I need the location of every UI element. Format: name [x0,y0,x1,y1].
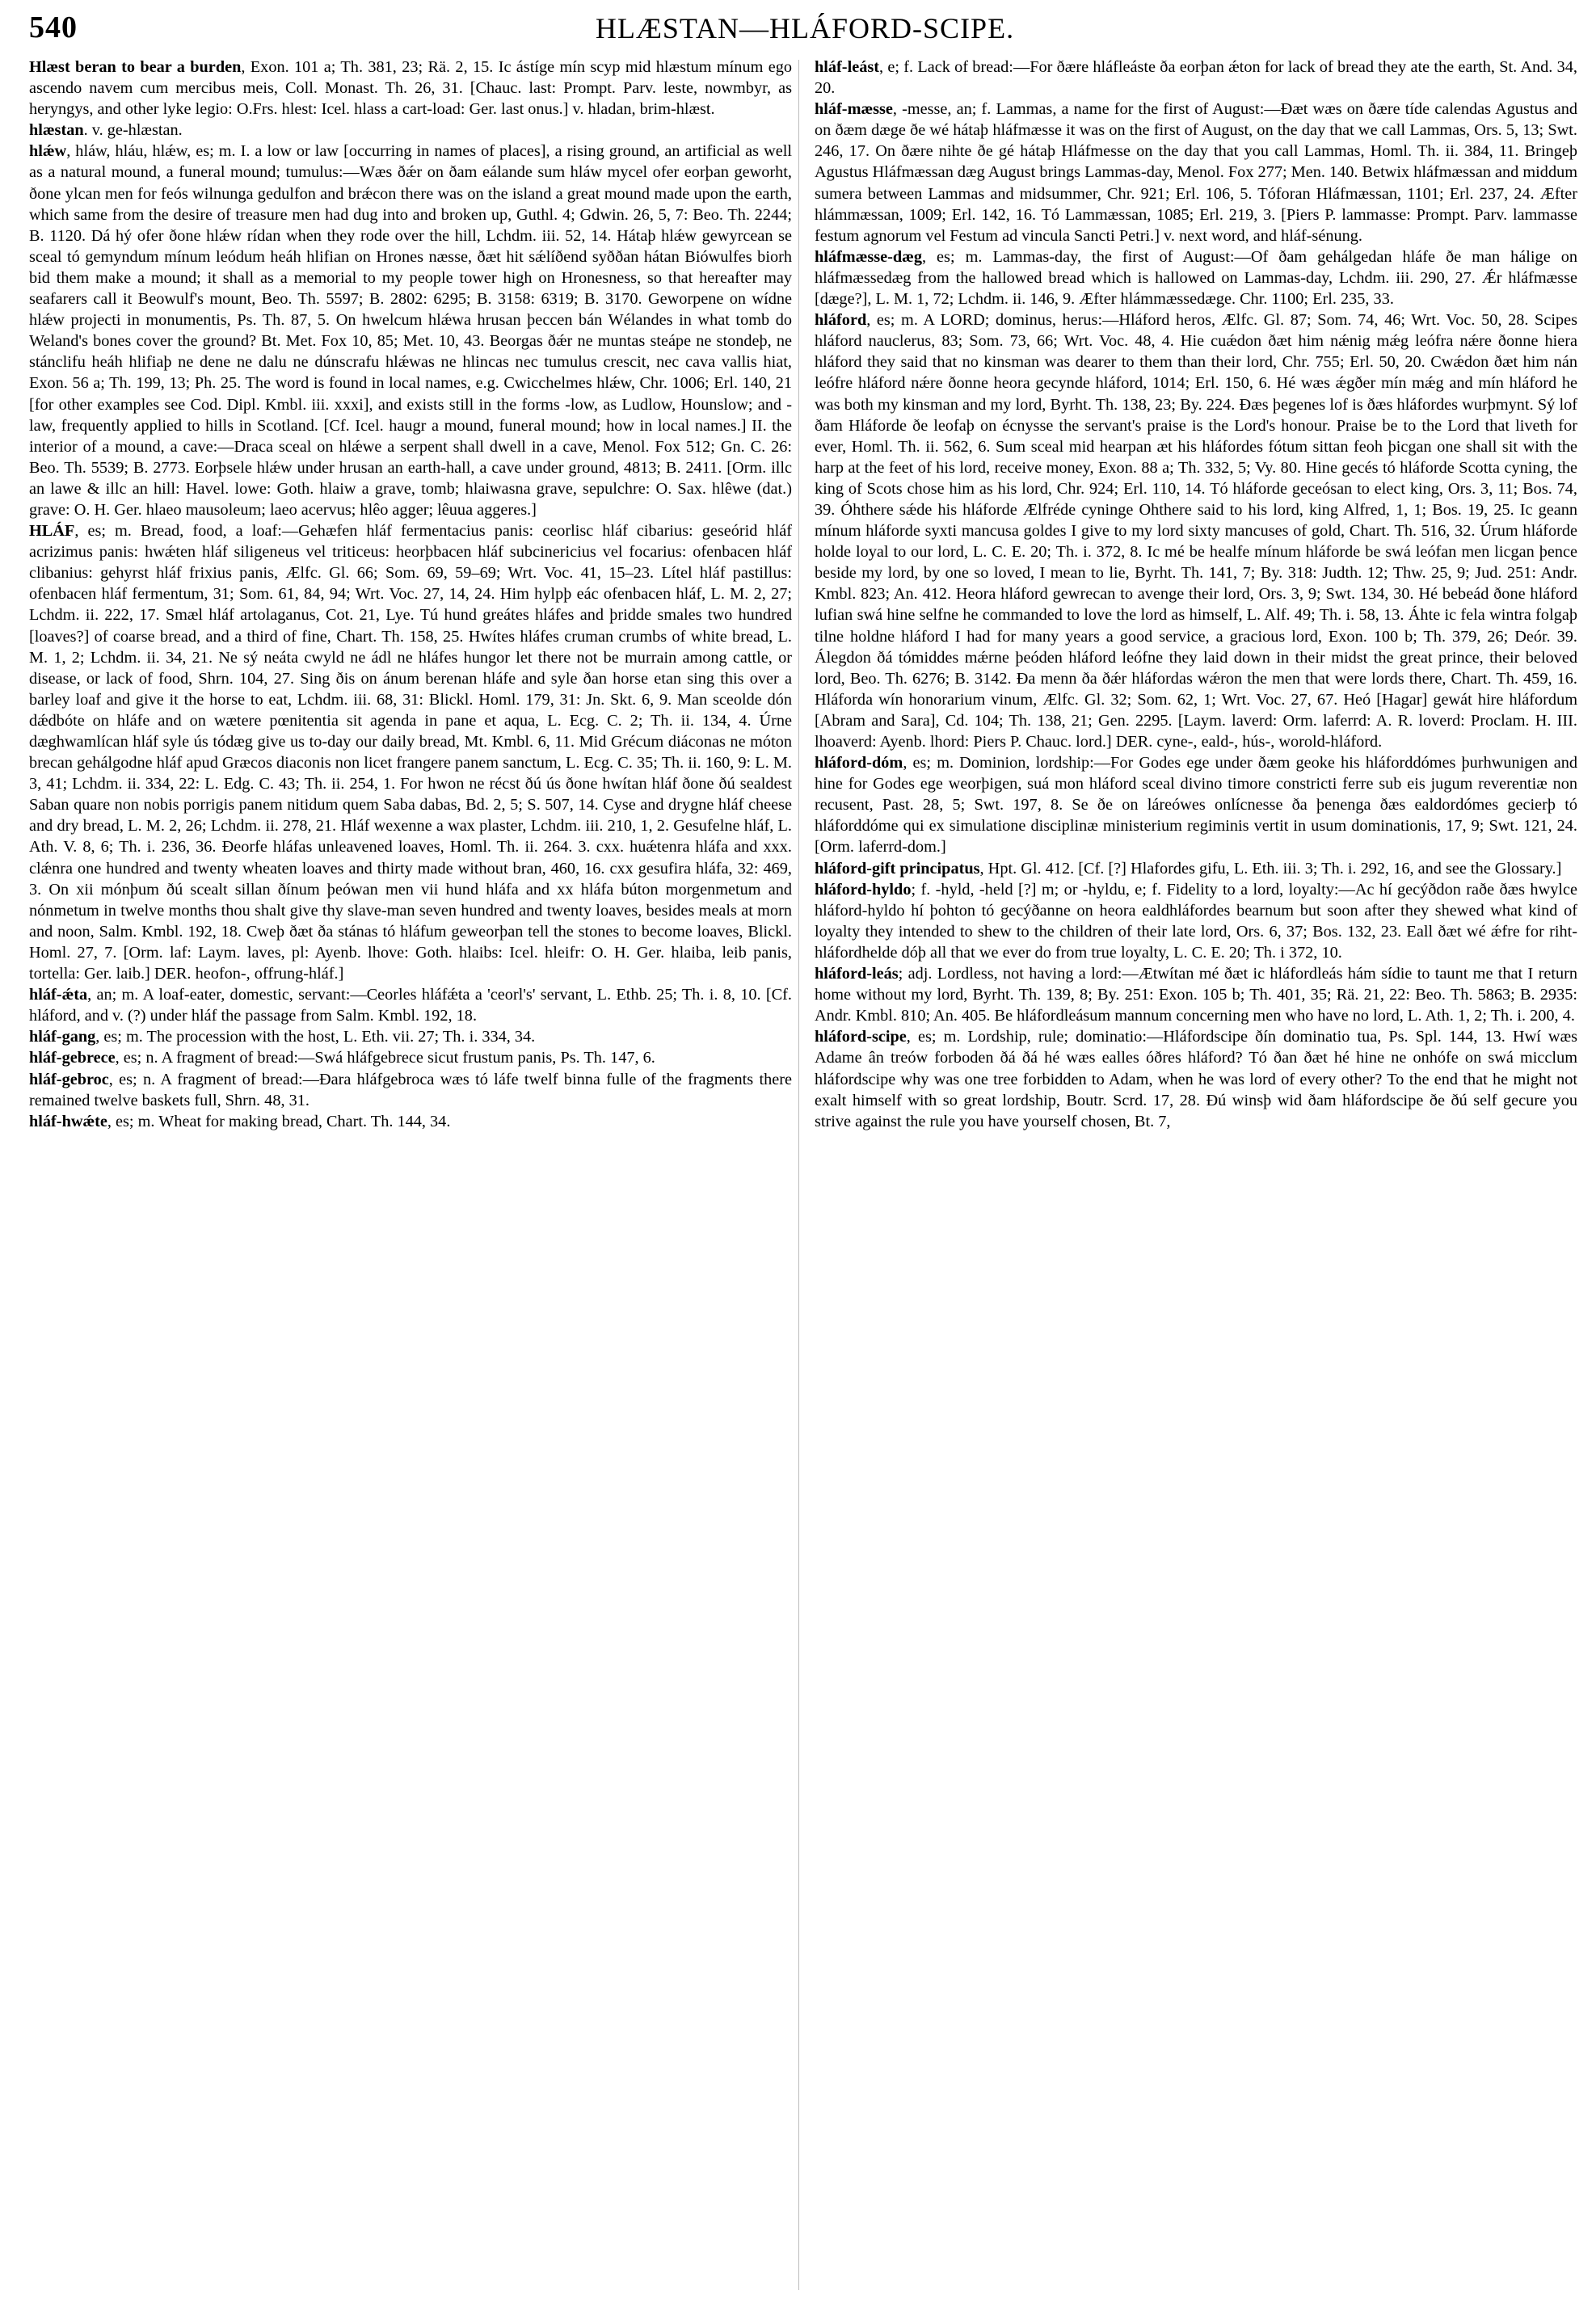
page-header [29,6,1581,48]
dictionary-entry: hláf-mæsse, -messe, an; f. Lammas, a name for the first of August:—Ðæt wæs on ðære tíde calendas Agustus and on ðæm dæge ðe wé hátaþ hláfmæsse it was on the first of August, on the day that we call Lammas, Ors. 5, 13; Swt. 246, 17. On ðære nihte ðe gé hátaþ Hláfmesse on the day that you call Lammas, Homl. Th. ii. 384, 11. Bringeþ Agustus Hláfmæssan dæg August brings Lammas-day, Menol. Fox 277; Men. 140. Betwix hláfmæssan and middum sumera between Lammas and midsummer, Chr. 921; Erl. 106, 5. Tóforan Hláfmæssan, 1101; Erl. 237, 24. Æfter hlámmæssan, 1009; Erl. 142, 16. Tó Lammæssan, 1085; Erl. 219, 3. [Piers P. lammasse: Prompt. Parv. lammasse festum agnorum vel Festum ad vincula Sancti Petri.] v. next word, and hláf-sénung. [815,100,1577,245]
dictionary-entry: Hlæst beran to bear a burden, Exon. 101 a; Th. 381, 23; Rä. 2, 15. Ic ástíge mín scyp mid hlæstum mínum ego ascendo navem cum mercibus meis, Coll. Monast. Th. 26, 31. [Chauc. last: Prompt. Parv. leste, nowmbyr, as heryngys, and other lyke legio: O.Frs. hlest: Icel. hlass a cart-load: Ger. last onus.] v. hladan, brim-hlæst. [29,58,792,119]
dictionary-entry: hláford-leás; adj. Lordless, not having a lord:—Ætwítan mé ðæt ic hláfordleás hám sídie to taunt me that I return home without my lord, Byrht. Th. 139, 8; By. 251: Exon. 105 b; Th. 401, 35; Rä. 21, 22: Beo. Th. 5863; B. 2935: Andr. Kmbl. 810; An. 405. Be hláfordleásum mannum concerning men who have no lord, L. Ath. 1, 2; Th. i. 200, 4. [815,965,1577,1025]
dictionary-entry: hláf-hwǽte, es; m. Wheat for making bread, Chart. Th. 144, 34. [29,1112,451,1130]
headword: hláf-gang [29,1028,96,1046]
dictionary-entry: HLÁF, es; m. Bread, food, a loaf:—Gehæfen hláf fermentacius panis: ceorlisc hláf cibarius: geseórid hláf acrizimus panis: hwǽten hláf siligeneus vel triticeus: heorþbacen hláf subcinericius vel focarius: ofenbacen hláf clibanius: gehyrst hláf frixius panis, Ælfc. Gl. 66; Som. 69, 59–69; Wrt. Voc. 41, 15–23. Lítel hláf pastillus: ofenbacen hláf fermentum, 31; Som. 61, 84, 94; Wrt. Voc. 27, 14, 24. Him hylpþ eác ofenbacen hláf, L. M. 2, 27; Lchdm. ii. 222, 17. Smæl hláf artolaganus, Cot. 21, Lye. Tú hund greátes hláfes and þridde smales two hundred [loaves?] of coarse bread, and a third of fine, Chart. Th. 158, 25. Hwítes hláfes cruman crumbs of white bread, L. M. 1, 2; Lchdm. ii. 34, 21. Ne sý neáta cwyld ne ádl ne hláfes hungor let there not be murrain among cattle, or disease, or lack of food, Shrn. 104, 27. Sing ðis on ánum berenan hláfe and syle ðan horse etan sing this over a barley loaf and give it the horse to eat, Lchdm. iii. 68, 31: Blickl. Homl. 179, 31: Jn. Skt. 6, 9. Man sceolde dón dǽdbóte on hláfe and on wætere pœnitentia sit agenda in pane et aqua, L. Ecg. C. 2; Th. ii. 134, 4. Úrne dæghwamlícan hláf syle ús tódæg give us to-day our daily bread, Mt. Kmbl. 6, 11. Mid Grécum diáconas ne móton brecan gehálgodne hláf apud Græcos diaconis non licet frangere panem sanctum, L. Ecg. C. 35; Th. ii. 160, 9: L. M. 3, 41; Lchdm. ii. 334, 22: L. Edg. C. 43; Th. ii. 254, 1. For hwon ne récst ðú ús ðone hwítan hláf ðone ðú sealdest Saban quare non nobis porrigis panem nitidum quem Saba dabas, Bd. 2, 5; S. 507, 14. Cyse and drygne hláf cheese and dry bread, L. M. 2, 26; Lchdm. ii. 278, 21. Hláf wexenne a wax plaster, Lchdm. iii. 210, 1, 2. Gesufelne hláf, L. Ath. V. 8, 6; Th. i. 236, 36. Ðeorfe hláfas unleavened loaves, Homl. Th. ii. 264. 3. cxx. huǽtenra hláfa and xxx. clǽnra one hundred and twenty wheaten loaves and thirty made without bran, 460, 16. cxx gesufira hláfa, 32: 469, 3. On xii mónþum ðú scealt sillan ðínum þeówan men vii hund hláfa and xx hláfa búton morgenmetum and nónmetum in twelve months thou shalt give thy slave-man seven hundred and twenty loaves, besides meals at morn and noon, Salm. Kmbl. 192, 18. Cweþ ðæt ða stánas tó hláfum geweorþan tell the stones to become loaves, Blickl. Homl. 27, 7. [Orm. laf: Laym. laves, pl: Ayenb. lhove: Goth. hlaibs: Icel. hleifr: O. H. Ger. hlaiba, leib panis, tortella: Ger. laib.] DER. heofon-, offrung-hláf.] [29,522,792,983]
dictionary-entry: hlǽw, hláw, hláu, hlǽw, es; m. I. a low or law [occurring in names of places], a rising ground, an artificial as well as a natural mound, a funeral mound; tumulus:—Wæs ðǽr on ðam eálande sum hláw mycel ofer eorþan geworht, ðone ylcan men for feós wilnunga gedulfon and brǽcon there was on the island a great mound made upon the earth, which same from the desire of treasure men had dug into and broken up, Guthl. 4; Gdwin. 26, 5, 7: Beo. Th. 2244; B. 1120. Dá hý ofer ðone hlǽw rídan when they rode over the hill, Lchdm. iii. 52, 14. Hátaþ hlǽw gewyrcean se sceal tó gemyndum mínum leódum heáh hlifian on Hrones næsse, ðæt hit sǽlíðend syððan hátan Biówulfes biorh bid them make a mound; it shall as a memorial to my people tower high on Hronesness, so that hereafter may seafarers call it Beowulf's mount, Beo. Th. 5597; B. 2802: 6295; B. 3158: 6319; B. 3170. Geworpene on wídne hlǽw projecti in monumentis, Ps. Th. 87, 5. On hwelcum hlǽwa hrusan þeccen bán Wélandes in what tomb do Weland's bones cover the ground? Bt. Met. Fox 10, 85; Met. 10, 43. Beorgas ðǽr ne muntas steápe ne stondeþ, ne stánclifu heáh hlifiaþ ne dene ne dalu ne dúnscrafu hlǽwas ne hlincas nec tumulus crescit, nec cava vallis hiat, Exon. 56 a; Th. 199, 13; Ph. 25. The word is found in local names, e.g. Cwicchelmes hlǽw, Chr. 1006; Erl. 140, 21 [for other examples see Cod. Dipl. Kmbl. iii. xxxi], and exists still in the forms -low, as Ludlow, Hounslow; and -law, frequently applied to hills in Scotland. [Cf. Icel. haugr a mound, funeral mound; how in local names.] II. the interior of a mound, a cave:—Draca sceal on hlǽwe a serpent shall dwell in a cave, Menol. Fox 512; Gn. C. 26: Beo. Th. 5539; B. 2773. Eorþsele hlǽw under hrusan an earth-hall, a cave under ground, 4813; B. 2411. [Orm. illc an lawe & illc an hill: Havel. lowe: Goth. hlaiw a grave, tomb; hlaiwasna grave, sepulchre: O. Sax. hlêwe (dat.) grave: O. H. Ger. hlaeo mausoleum; laeo acervus; hlêo agger; lêuua aggeres.] [29,142,792,519]
headword: hláf-hwǽte [29,1112,107,1130]
headword: hláford-gift principatus [815,859,980,878]
page-number: 540 [29,11,78,44]
dictionary-entry: hláf-gebroc, es; n. A fragment of bread:—Ðara hláfgebroca wæs tó láfe twelf binna fulle of the fragments there remained twelve baskets full, Shrn. 48, 31. [29,1070,792,1109]
headword: hláf-ǽta [29,986,88,1004]
headword: hláf-leást [815,58,879,76]
dictionary-entry: hláford, es; m. A LORD; dominus, herus:—Hláford heros, Ælfc. Gl. 87; Som. 74, 46; Wrt. Voc. 50, 28. Scipes hláford nauclerus, 83; Som. 73, 66; Wrt. Voc. 48, 4. Hie cuǽdon ðæt him nǽnig mǽg leófra nǽre ðonne hiera hláford they said that no kinsman was dearer to them than their lord, Chr. 755; Erl. 50, 20. Cwǽdon ðæt him nán leófre hláford nǽre ðonne heora gecynde hláford, 1014; Erl. 150, 6. Hé wæs ǽgðer mín mǽg and mín hláford he was both my kinsman and my lord, Byrht. Th. 138, 23; By. 224. Ðæs þegenes lof is ðæs hláfordes wurþmynt. Sý lof ðam Hláforde ðe leofaþ on écnysse the servant's praise is the Lord's honour. Praise be to the Lord that liveth for ever, Homl. Th. ii. 562, 6. Sum sceal mid hearpan æt his hláfordes fótum sittan feoh þicgan one shall sit with the harp at the feet of his lord, receive money, Exon. 88 a; Th. 332, 5; Vy. 80. Hine gecés tó hláforde Scotta cyning, the king of Scots chose him as his lord, Chr. 924; Erl. 110, 14. Tó hláforde geceósan to elect king, Ors. 3, 11; Bos. 74, 39. Óhthere sǽde his hláforde Ælfréde cyninge Ohthere said to his lord, king Alfred, 1, 1; Bos. 19, 25. Ic geann mínum hláforde syxti mancusa goldes I give to my lord sixty mancuses of gold, Chart. Th. 516, 32. Úrum hláforde holde loyal to our lord, L. C. E. 20; Th. i. 372, 8. Ic mé be healfe mínum hláforde be swá leófan men licgan þence beside my lord, by one so loved, I mean to lie, Byrht. Th. 141, 7; By. 318: Judth. 12; Thw. 25, 9; Jud. 251: Andr. Kmbl. 823; An. 412. Heora hláford gewrecan to avenge their lord, Ors. 3, 9; Swt. 134, 30. Hé bebeád ðone hláford lufian swá hine selfne he commanded to love the lord as himself, L. Alf. 49; Th. i. 58, 13. Áhte ic fela wintra folgaþ tilne holdne hláford I had for many years a good service, a gracious lord, Exon. 100 b; Th. 379, 26; Deór. 39. Álegdon ðá tómiddes mǽrne þeóden hláford leófne they laid down in their midst the great prince, their beloved lord, Beo. Th. 6276; B. 3142. Ða menn ða ðǽr hláfordas wǽron the men that were lords there, Chart. Th. 459, 16. Hláforda wín honorarium vinum, Ælfc. Gl. 32; Som. 62, 1; Wrt. Voc. 27, 67. Heó [Hagar] gewát hire hláfordum [Abram and Sara], Cd. 104; Th. 138, 21; Gen. 2295. [Laym. laverd: Orm. laferrd: A. R. loverd: Proclam. H. III. lhoaverd: Ayenb. lhord: Piers P. Chauc. lord.] DER. cyne-, eald-, hús-, worold-hláford. [815,311,1577,751]
headword: hláf-gebroc [29,1070,109,1088]
right-column [815,57,1577,1132]
dictionary-entry: hláf-gebrece, es; n. A fragment of bread:—Swá hláfgebrece sicut frustum panis, Ps. Th. 147, 6. [29,1049,655,1067]
headword: hláford-leás [815,965,899,983]
left-column [29,57,792,1132]
dictionary-entry: hláford-scipe, es; m. Lordship, rule; dominatio:—Hláfordscipe ðín dominatio tua, Ps. Spl. 144, 13. Hwí wæs Adame ân treów forboden ðá ðá hé wæs ealles óðres hláford? Tó ðan ðæt hé hine ne onhófe on swá micclum hláfordscipe why was one tree forbidden to Adam, when he was lord of every other? To the end that he might not exalt himself with so great lordship, Boutr. Scrd. 17, 28. Ðú winsþ wid ðam hláfordscipe ðe ðú self gecure you strive against the rule you have yourself chosen, Bt. 7, [815,1028,1577,1130]
dictionary-entry: hláf-gang, es; m. The procession with the host, L. Eth. vii. 27; Th. i. 334, 34. [29,1028,536,1046]
dictionary-entry: hláf-leást, e; f. Lack of bread:—For ðære hláfleáste ða eorþan ǽton for lack of bread they ate the earth, St. And. 34, 20. [815,58,1577,98]
column-divider [798,60,799,2290]
dictionary-entry: hlæstan. v. ge-hlæstan. [29,121,183,140]
headword: hláford-dóm [815,754,903,772]
dictionary-entry: hláf-ǽta, an; m. A loaf-eater, domestic, servant:—Ceorles hláfǽta a 'ceorl's' servant, L. Ethb. 25; Th. i. 8, 10. [Cf. hláford, and v. (?) under hláf the passage from Salm. Kmbl. 192, 18. [29,986,792,1025]
dictionary-entry: hláfmæsse-dæg, es; m. Lammas-day, the first of August:—Of ðam gehálgedan hláfe ðe man hálige on hláfmæssedæg from the hallowed bread which is hallowed on Lammas-day, Lchdm. iii. 290, 27. Ǽr hláfmæsse [dæge?], L. M. 1, 72; Lchdm. ii. 146, 9. Æfter hlámmæssedæge. Chr. 1100; Erl. 235, 33. [815,247,1577,309]
headword: hláford [815,311,867,330]
headword: hlæstan [29,121,84,140]
dictionary-entry: hláford-gift principatus, Hpt. Gl. 412. [Cf. [?] Hlafordes gifu, L. Eth. iii. 3; Th. i. 292, 16, and see the Glossary.] [815,859,1562,878]
dictionary-entry: hláford-dóm, es; m. Dominion, lordship:—For Godes ege under ðæm geoke his hláforddómes þurhwunigen and hine for Godes ege weorþigen, suá mon hláford sceal divino timore constricti ferre sub eis jugum reverentiæ non recusent, Past. 28, 5; Swt. 197, 8. Se ðe on láreówes onlícnesse ða þenenga ðæs ealdordómes gecierþ tó hláforddóme qui ex simulatione disciplinæ ministerium regiminis vertit in usum dominationis, 17, 9; Swt. 121, 24. [Orm. laferrd-dom.] [815,754,1577,857]
headword: hláford-scipe [815,1028,907,1046]
headword: hláf-mæsse [815,100,893,119]
headword: hláfmæsse-dæg [815,247,922,266]
headword: Hlæst beran to bear a burden [29,58,242,76]
headword: hlǽw [29,142,67,161]
headword: hláf-gebrece [29,1049,116,1067]
headword: hláford-hyldo [815,880,912,899]
running-head: HLÆSTAN—HLÁFORD-SCIPE. [595,12,1015,44]
dictionary-entry: hláford-hyldo; f. -hyld, -held [?] m; or -hyldu, e; f. Fidelity to a lord, loyalty:—Ac hí gecýðdon raðe ðæs hwylce hláford-hyldo hí þohton tó gecýðanne on heora ealdhláfordes bearnum but soon after they shewed what kind of loyalty they intended to shew to the children of their late lord, Ors. 6, 37; Bos. 132, 23. Eall ðæt wé ǽfre for riht-hláfordhelde dóþ all that we ever do from true loyalty, L. C. E. 20; Th. i 372, 10. [815,880,1577,962]
headword: HLÁF [29,522,75,541]
